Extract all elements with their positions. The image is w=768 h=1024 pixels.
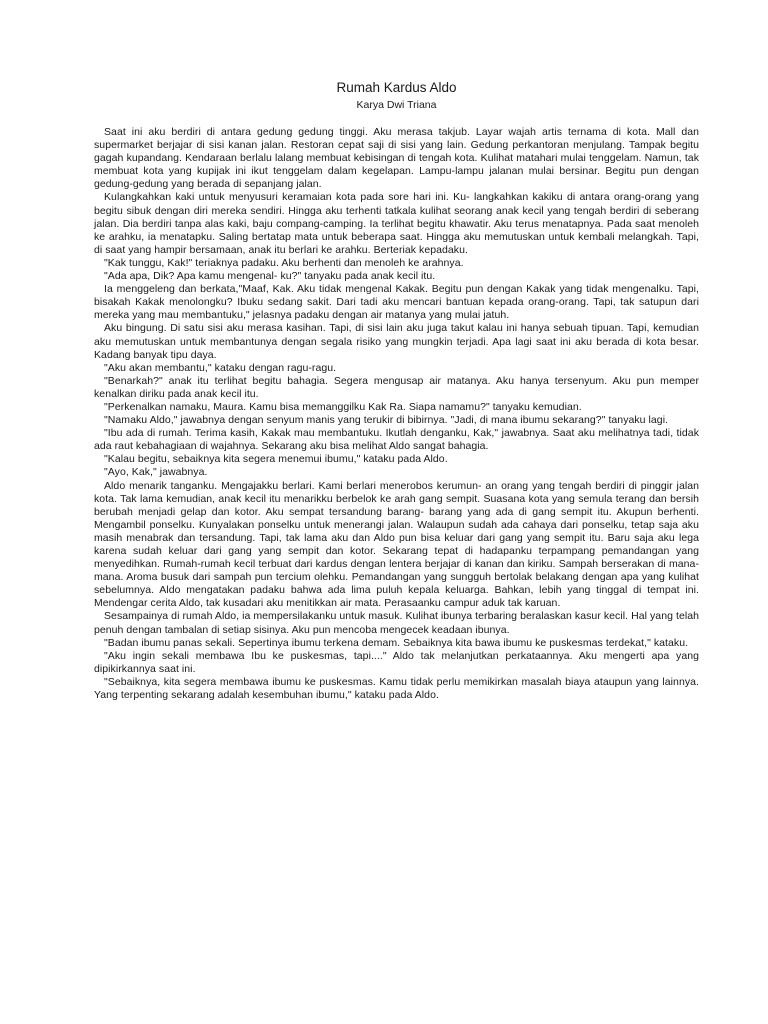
paragraph: "Ada apa, Dik? Apa kamu mengenal- ku?" tanyaku pada anak kecil itu.	[104, 270, 436, 283]
paragraph: "Ibu ada di rumah. Terima kasih, Kakak mau membantuku. Ikutlah denganku, Kak," jawabnya. Saat aku melihatnya tadi, tidak ada raut kebahagiaan di wajahnya. Sekarang aku bisa melihat Aldo sangat bahagia.	[94, 427, 699, 453]
paragraph: Kulangkahkan kaki untuk menyusuri keramaian kota pada sore hari ini. Ku- langkahkan kakiku di antara orang-orang yang begitu sibuk dengan diri mereka sendiri. Hingga aku terhenti tatkala kulihat seorang anak kecil yang tengah berdiri di seberang jalan. Dia berdiri tanpa alas kaki, baju compang-camping. Ia terlihat begitu khawatir. Aku terus menatapnya. Pada saat menoleh ke arahku, ia menatapku. Saling bertatap mata untuk beberapa saat. Hingga aku memutuskan untuk kembali melangkah. Tapi, di saat yang hampir bersamaan, anak itu berlari ke arahku. Berteriak kepadaku.	[94, 191, 699, 256]
document-title: Rumah Kardus Aldo	[336, 80, 457, 95]
paragraph: "Kalau begitu, sebaiknya kita segera menemui ibumu," kataku pada Aldo.	[104, 453, 448, 466]
paragraph: "Namaku Aldo," jawabnya dengan senyum manis yang terukir di bibirnya. "Jadi, di mana ibumu sekarang?" tanyaku lagi.	[104, 414, 669, 427]
paragraph: Ia menggeleng dan berkata,"Maaf, Kak. Aku tidak mengenal Kakak. Begitu pun dengan Kakak yang tidak mengenalku. Tapi, bisakah Kakak menolongku? Ibuku sedang sakit. Dari tadi aku mencari bantuan kepada orang-orang. Tapi, tak satupun dari mereka yang mau membantuku," jelasnya padaku dengan air matanya yang mulai jatuh.	[94, 283, 699, 322]
paragraph: "Sebaiknya, kita segera membawa ibumu ke puskesmas. Kamu tidak perlu memikirkan masalah biaya ataupun yang lainnya. Yang terpenting sekarang adalah kesembuhan ibumu," kataku pada Aldo.	[94, 675, 699, 702]
paragraph: "Badan ibumu panas sekali. Sepertinya ibumu terkena demam. Sebaiknya kita bawa ibumu ke puskesmas terdekat," kataku.	[104, 636, 689, 649]
paragraph: "Aku ingin sekali membawa Ibu ke puskesmas, tapi...." Aldo tak melanjutkan perkataannya. Aku mengerti apa yang dipikirkannya saat ini.	[94, 649, 699, 675]
paragraph: "Benarkah?" anak itu terlihat begitu bahagia. Segera mengusap air matanya. Aku hanya tersenyum. Aku pun memper kenalkan diriku pada anak kecil itu.	[94, 374, 699, 400]
paragraph: Saat ini aku berdiri di antara gedung gedung tinggi. Aku merasa takjub. Layar wajah artis ternama di kota. Mall dan supermarket berjajar di sisi kanan jalan. Restoran cepat saji di sisi yang lain. Gedung perkantoran menjulang. Tampak begitu gagah kupandang. Kendaraan berlalu lalang membuat kebisingan di tengah kota. Kulihat matahari mulai tenggelam. Namun, tak membuat kota yang kupijak ini ikut tenggelam dalam kegelapan. Lampu-lampu jalanan mulai bersinar. Begitu pun dengan gedung-gedung yang berada di sepanjang jalan.	[94, 126, 699, 191]
paragraph: "Aku akan membantu," kataku dengan ragu-ragu.	[104, 361, 337, 374]
document-body	[94, 126, 699, 702]
paragraph: "Ayo, Kak," jawabnya.	[104, 466, 208, 479]
paragraph: Aldo menarik tanganku. Mengajakku berlari. Kami berlari menerobos kerumun- an orang yang tengah berdiri di pinggir jalan kota. Tak lama kemudian, anak kecil itu menarikku berbelok ke arah gang sempit. Suasana kota yang semula terang dan bersih berubah menjadi gelap dan kotor. Aku sempat tersandung barang- barang yang ada di gang sempit itu. Akupun berhenti. Mengambil ponselku. Kunyalakan ponselku untuk menerangi jalan. Walaupun sudah ada cahaya dari ponselku, tetap saja aku masih menabrak dan tersandung. Tapi, tak lama aku dan Aldo pun bisa keluar dari gang yang sempit itu. Baru saja aku lega karena sudah keluar dari gang yang sempit dan kotor. Sekarang tepat di hadapanku terpampang pemandangan yang menyedihkan. Rumah-rumah kecil terbuat dari kardus dengan lentera berjajar di kanan dan kiriku. Sampah berserakan di mana-mana. Aroma busuk dari sampah pun tercium olehku. Pemandangan yang sungguh bertolak belakang dengan apa yang kulihat sebelumnya. Aldo mengatakan padaku bahwa ada lima puluh kepala keluarga. Bahkan, lebih yang tinggal di tempat ini. Mendengar cerita Aldo, tak kusadari aku menitikkan air mata. Perasaanku campur aduk tak karuan.	[94, 479, 699, 610]
paragraph: Aku bingung. Di satu sisi aku merasa kasihan. Tapi, di sisi lain aku juga takut kalau ini hanya sebuah tipuan. Tapi, kemudian aku memutuskan untuk membantunya dengan segala risiko yang mungkin terjadi. Apa lagi saat ini aku berada di kota besar. Kadang banyak tipu daya.	[94, 322, 699, 361]
document-page	[94, 78, 699, 702]
paragraph: Sesampainya di rumah Aldo, ia mempersilakanku untuk masuk. Kulihat ibunya terbaring beralaskan kasur kecil. Hal yang telah penuh dengan tambalan di setiap sisinya. Aku pun mencoba mengecek keadaan ibunya.	[94, 610, 699, 636]
paragraph: "Perkenalkan namaku, Maura. Kamu bisa memanggilku Kak Ra. Siapa namamu?" tanyaku kemudian.	[104, 400, 582, 413]
paragraph: "Kak tunggu, Kak!" teriaknya padaku. Aku berhenti dan menoleh ke arahnya.	[104, 256, 464, 269]
document-author: Karya Dwi Triana	[356, 99, 437, 111]
